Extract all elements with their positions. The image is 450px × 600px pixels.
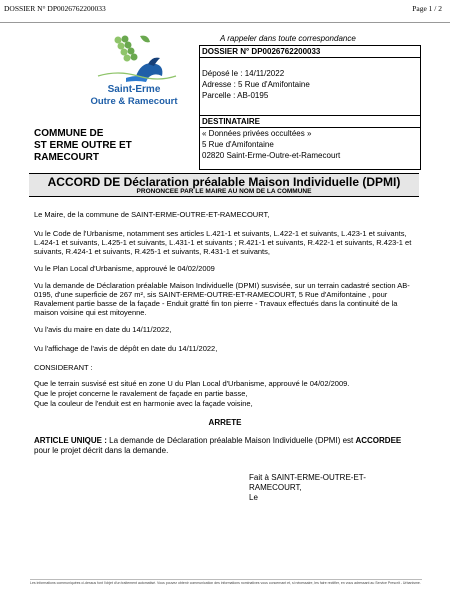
logo-text-line2: Outre & Ramecourt <box>90 96 178 107</box>
arrete-heading: ARRETE <box>208 418 242 427</box>
dossier-box-title: DOSSIER N° DP0026762200033 <box>202 47 321 56</box>
document-title-box <box>29 173 419 197</box>
signature-line3: Le <box>249 493 258 502</box>
recipient-city: 02820 Saint-Erme-Outre-et-Ramecourt <box>202 151 341 160</box>
paragraph-maire: Le Maire, de la commune de SAINT-ERME-OUTRE-ET-RAMECOURT, <box>34 210 270 219</box>
paragraph-avis-maire: Vu l'avis du maire en date du 14/11/2022, <box>34 325 172 334</box>
dossier-address: Adresse : 5 Rue d'Amifontaine <box>202 80 310 89</box>
header-page-number: Page 1 / 2 <box>412 4 442 13</box>
footer-legal-notice: Les informations communiquées ci-dessus font l'objet d'un traitement automatisé. Vous pouvez obtenir communication des informations nominatives vous concernant et, si nécessaire, les faire rectifier, en vous adressant au Service Prescrit - Urbanisme. <box>30 581 421 585</box>
recipient-name: « Données privées occultées » <box>202 129 312 138</box>
commune-line2: ST ERME OUTRE ET <box>34 140 132 151</box>
divider <box>200 57 420 58</box>
considerant-zone: Que le terrain susvisé est situé en zone U du Plan Local d'Urbanisme, approuvé le 04/02/2009. <box>34 379 350 388</box>
article-text: La demande de Déclaration préalable Maison Individuelle (DPMI) est <box>106 436 356 445</box>
header-dossier-number: DOSSIER N° DP0026762200033 <box>4 4 106 13</box>
article-text-end: pour le projet décrit dans la demande. <box>34 446 169 455</box>
dossier-parcel: Parcelle : AB-0195 <box>202 91 269 100</box>
logo-grapes-icon <box>115 36 151 62</box>
paragraph-considerant: CONSIDERANT : <box>34 363 93 372</box>
signature-block <box>249 473 366 503</box>
document-subtitle: PRONONCEE PAR LE MAIRE AU NOM DE LA COMMUNE <box>136 188 312 195</box>
logo-bird-icon <box>126 58 162 82</box>
considerant-ravalement: Que le projet concerne le ravalement de façade en partie basse, <box>34 389 248 398</box>
dossier-deposit-date: Déposé le : 14/11/2022 <box>202 69 285 78</box>
recipient-street: 5 Rue d'Amifontaine <box>202 140 274 149</box>
article-decision: ACCORDEE <box>355 436 402 445</box>
page-header <box>0 0 450 23</box>
signature-line2: RAMECOURT, <box>249 483 302 492</box>
signature-line1: Fait à SAINT-ERME-OUTRE-ET- <box>249 473 366 482</box>
document-title: ACCORD DE Déclaration préalable Maison Individuelle (DPMI) <box>47 175 401 189</box>
commune-line3: RAMECOURT <box>34 152 99 163</box>
paragraph-affichage: Vu l'affichage de l'avis de dépôt en date du 14/11/2022, <box>34 344 218 353</box>
paragraph-plu: Vu le Plan Local d'Urbanisme, approuvé le 04/02/2009 <box>34 264 215 273</box>
logo-text-line1: Saint-Erme <box>107 84 161 95</box>
commune-line1: COMMUNE DE <box>34 128 104 139</box>
correspondence-reminder: A rappeler dans toute correspondance <box>220 34 356 43</box>
divider <box>200 127 420 128</box>
recipient-box-title: DESTINATAIRE <box>202 117 260 126</box>
article-label: ARTICLE UNIQUE : <box>34 436 107 445</box>
paragraph-demande: Vu la demande de Déclaration préalable Maison Individuelle (DPMI) susvisée, sur un terrain cadastré section AB-0195, d'une superficie de 267 m², sis SAINT-ERME-OUTRE-ET-RAMECOURT, 5 Rue d'Amifontaine , pour Ravalement partie basse de la façade - Enduit gratté fin ton pierre - Travaux effectués dans la continuité de la maison voisine qui est mitoyenne. <box>34 281 410 317</box>
commune-name <box>34 128 132 164</box>
commune-logo <box>88 32 180 116</box>
considerant-couleur: Que la couleur de l'enduit est en harmonie avec la façade voisine, <box>34 399 253 408</box>
paragraph-code-urbanisme: Vu le Code de l'Urbanisme, notamment ses articles L.421-1 et suivants, L.422-1 et suivants, L.423-1 et suivants, L.424-1 et suivants, L.425-1 et suivants, L.431-1 et suivants ; R.421-1 et suivants, R.422-1 et suivants, R.423-1 et suivants, R.424-1 et suivants, R.425-1 et suivants, R.431-1 et suivants, <box>34 229 412 256</box>
dossier-box <box>199 45 421 116</box>
article-unique <box>34 436 420 456</box>
recipient-box <box>199 115 421 170</box>
